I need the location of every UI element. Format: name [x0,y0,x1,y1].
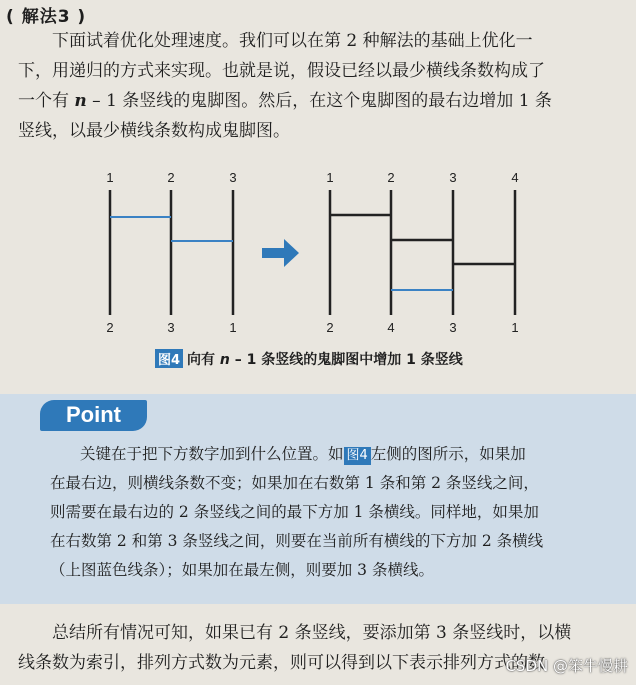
caption-post: – 1 条竖线的鬼脚图中增加 1 条竖线 [229,352,463,368]
point-line-3: 则需要在最右边的 2 条竖线之间的最下方加 1 条横线。同样地，如果加 [50,503,539,521]
intro-paragraph [18,26,618,146]
right-top-label-4: 4 [511,170,519,185]
intro-line-3 [18,86,618,116]
left-top-label-1: 1 [106,170,114,185]
right-top-label-2: 2 [387,170,395,185]
point-text [50,440,620,585]
right-bottom-label-3: 3 [449,320,457,335]
point-line-1-post: 左侧的图所示，如果加 [370,445,526,463]
left-top-label-2: 2 [167,170,175,185]
intro-line-3-post: – 1 条竖线的鬼脚图。然后，在这个鬼脚图的最右边增加 1 条 [86,91,552,111]
left-top-label-3: 3 [229,170,237,185]
summary-line-1: 总结所有情况可知，如果已有 2 条竖线，要添加第 3 条竖线时，以横 [52,623,572,643]
right-diagram [326,170,518,335]
left-bottom-label-2: 3 [167,320,175,335]
right-top-label-1: 1 [326,170,334,185]
right-arrow-icon [262,239,299,267]
point-header: Point [40,400,147,431]
right-bottom-label-2: 4 [387,320,395,335]
intro-line-3-var: n [74,91,87,111]
right-top-label-3: 3 [449,170,457,185]
left-bottom-label-3: 1 [229,320,237,335]
point-line-5: （上图蓝色线条）；如果加在最左侧，则要加 3 条横线。 [50,561,434,579]
caption-pre: 向有 [187,352,220,368]
point-line-1-pre: 关键在于把下方数字加到什么位置。如 [80,445,344,463]
left-diagram [106,170,236,335]
figure-badge: 图4 [155,349,183,368]
method-title: ( 解法3 ) [6,7,87,27]
point-line-4: 在右数第 2 和第 3 条竖线之间，则要在当前所有横线的下方加 2 条横线 [50,532,544,550]
point-figure-badge: 图4 [344,447,371,465]
left-bottom-label-1: 2 [106,320,114,335]
intro-line-1: 下面试着优化处理速度。我们可以在第 2 种解法的基础上优化一 [52,31,533,51]
intro-line-3-pre: 一个有 [18,91,75,111]
summary-line-2: 线条数为索引，排列方式数为元素，则可以得到以下表示排列方式的数 [18,653,545,673]
amidakuji-figure [0,160,636,345]
intro-line-2: 下，用递归的方式来实现。也就是说，假设已经以最少横线条数构成了 [18,61,545,81]
right-bottom-label-1: 2 [326,320,334,335]
watermark: CSDN @笨牛慢耕 [505,657,628,675]
point-line-1 [50,440,620,469]
right-bottom-label-4: 1 [511,320,519,335]
figure-caption [155,349,463,369]
point-line-2: 在最右边，则横线条数不变；如果加在右数第 1 条和第 2 条竖线之间， [50,474,539,492]
caption-var: n [219,352,230,368]
intro-line-4: 竖线，以最少横线条数构成鬼脚图。 [18,121,290,141]
